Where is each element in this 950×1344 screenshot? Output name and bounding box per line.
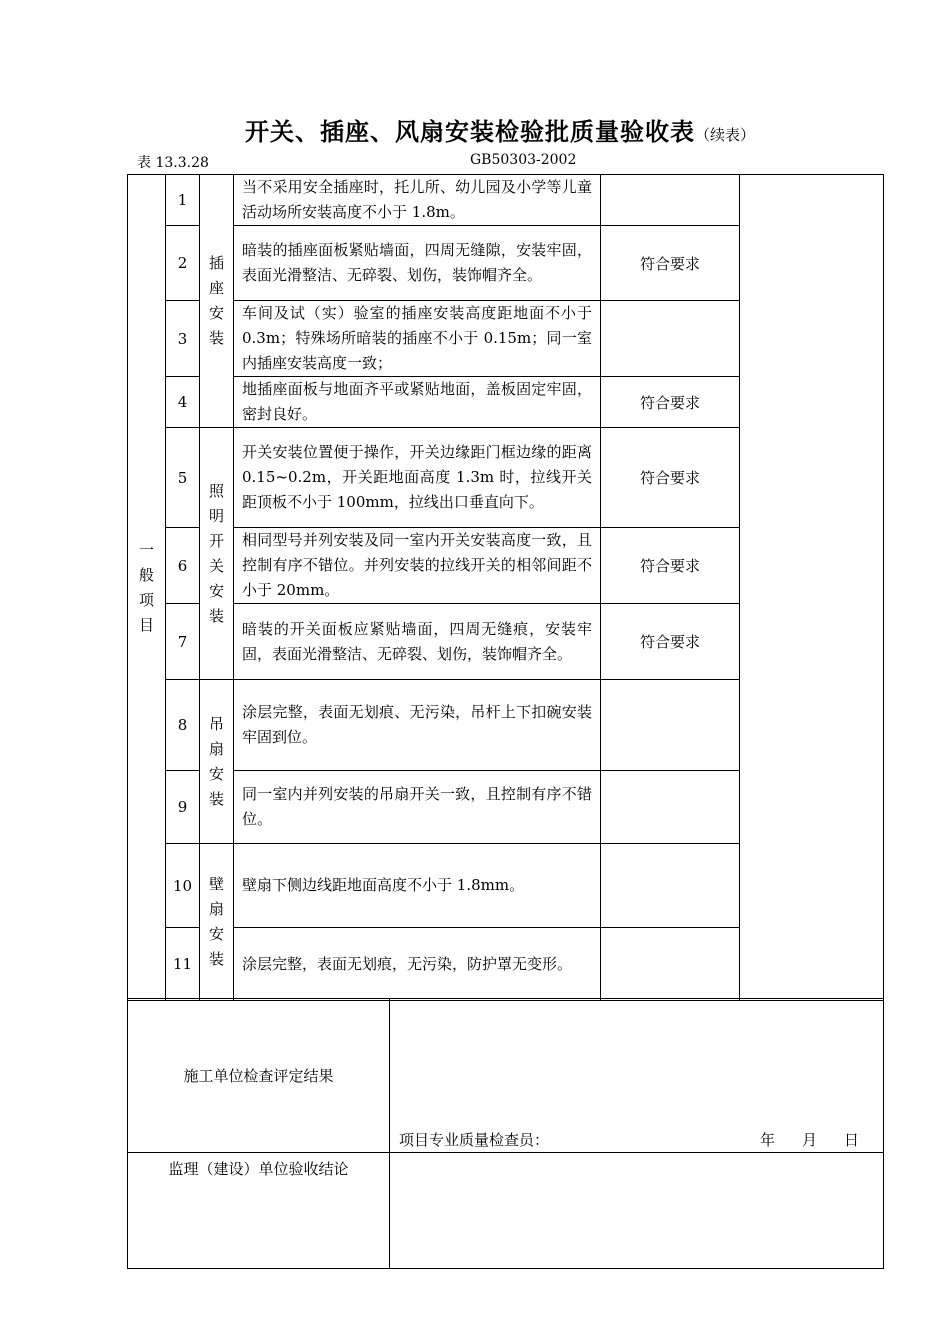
item-description: 涂层完整，表面无划痕、无污染，吊杆上下扣碗安装牢固到位。 <box>234 680 601 771</box>
inspector-label: 项目专业质量检查员： <box>399 1131 550 1149</box>
item-number: 4 <box>166 377 200 428</box>
item-number: 10 <box>166 844 200 928</box>
construction-row <box>128 999 884 1153</box>
item-result: 符合要求 <box>601 377 740 428</box>
item-description: 同一室内并列安装的吊扇开关一致，且控制有序不错位。 <box>234 771 601 844</box>
item-result <box>601 301 740 377</box>
item-number: 5 <box>166 428 200 528</box>
item-description: 壁扇下侧边线距地面高度不小于 1.8mm。 <box>234 844 601 928</box>
item-description: 地插座面板与地面齐平或紧贴地面，盖板固定牢固，密封良好。 <box>234 377 601 428</box>
date-day: 日 <box>844 1131 860 1149</box>
group-cell-wall-fan <box>200 844 234 1001</box>
item-number: 3 <box>166 301 200 377</box>
group-cell-ceiling-fan <box>200 680 234 844</box>
construction-result-cell <box>390 999 884 1153</box>
group-label: 吊扇安装 <box>208 714 224 808</box>
category-label: 一般项目 <box>138 540 154 634</box>
inspection-table <box>127 174 884 1001</box>
item-number: 11 <box>166 928 200 1001</box>
item-result: 符合要求 <box>601 428 740 528</box>
item-description: 相同型号并列安装及同一室内开关安装高度一致，且控制有序不错位。并列安装的拉线开关的相邻间距不小于 20mm。 <box>234 528 601 604</box>
group-cell-switch <box>200 428 234 680</box>
item-result <box>601 928 740 1001</box>
title-main: 开关、插座、风扇安装检验批质量验收表 <box>244 117 695 146</box>
item-result: 符合要求 <box>601 604 740 680</box>
item-description: 涂层完整，表面无划痕，无污染，防护罩无变形。 <box>234 928 601 1001</box>
group-label: 插座安装 <box>208 254 224 347</box>
date-month: 月 <box>802 1131 818 1149</box>
standard-code: GB50303-2002 <box>470 152 577 168</box>
item-description: 暗装的插座面板紧贴墙面，四周无缝隙，安装牢固，表面光滑整洁、无碎裂、划伤，装饰帽齐全。 <box>234 226 601 301</box>
item-result <box>601 680 740 771</box>
item-result: 符合要求 <box>601 528 740 604</box>
item-description: 暗装的开关面板应紧贴墙面，四周无缝痕，安装牢固，表面光滑整洁、无碎裂、划伤，装饰帽齐全。 <box>234 604 601 680</box>
item-description: 开关安装位置便于操作，开关边缘距门框边缘的距离 0.15~0.2m，开关距地面高度 1.3m 时，拉线开关距顶板不小于 100mm，拉线出口垂直向下。 <box>234 428 601 528</box>
item-result <box>601 771 740 844</box>
category-cell <box>128 175 166 1001</box>
group-label: 照明开关安装 <box>208 481 224 625</box>
conclusion-table <box>127 998 884 1269</box>
table-number: 表 13.3.28 <box>137 155 209 171</box>
page-title <box>0 112 950 147</box>
supervision-row <box>128 1153 884 1269</box>
group-label: 壁扇安装 <box>208 875 224 968</box>
item-result <box>601 844 740 928</box>
item-number: 2 <box>166 226 200 301</box>
supervision-label: 监理（建设）单位验收结论 <box>128 1153 390 1269</box>
group-cell-socket <box>200 175 234 428</box>
item-result: 符合要求 <box>601 226 740 301</box>
item-number: 8 <box>166 680 200 771</box>
item-number: 7 <box>166 604 200 680</box>
item-number: 9 <box>166 771 200 844</box>
date-year: 年 <box>760 1131 776 1149</box>
title-suffix: （续表） <box>694 126 755 144</box>
item-result <box>601 175 740 226</box>
item-number: 1 <box>166 175 200 226</box>
remarks-cell <box>740 175 884 1001</box>
supervision-result-cell <box>390 1153 884 1269</box>
construction-label: 施工单位检查评定结果 <box>128 999 390 1153</box>
table-row <box>128 175 884 226</box>
item-description: 车间及试（实）验室的插座安装高度距地面不小于 0.3m；特殊场所暗装的插座不小于 0.15m；同一室内插座安装高度一致； <box>234 301 601 377</box>
item-description: 当不采用安全插座时，托儿所、幼儿园及小学等儿童活动场所安装高度不小于 1.8m。 <box>234 175 601 226</box>
item-number: 6 <box>166 528 200 604</box>
